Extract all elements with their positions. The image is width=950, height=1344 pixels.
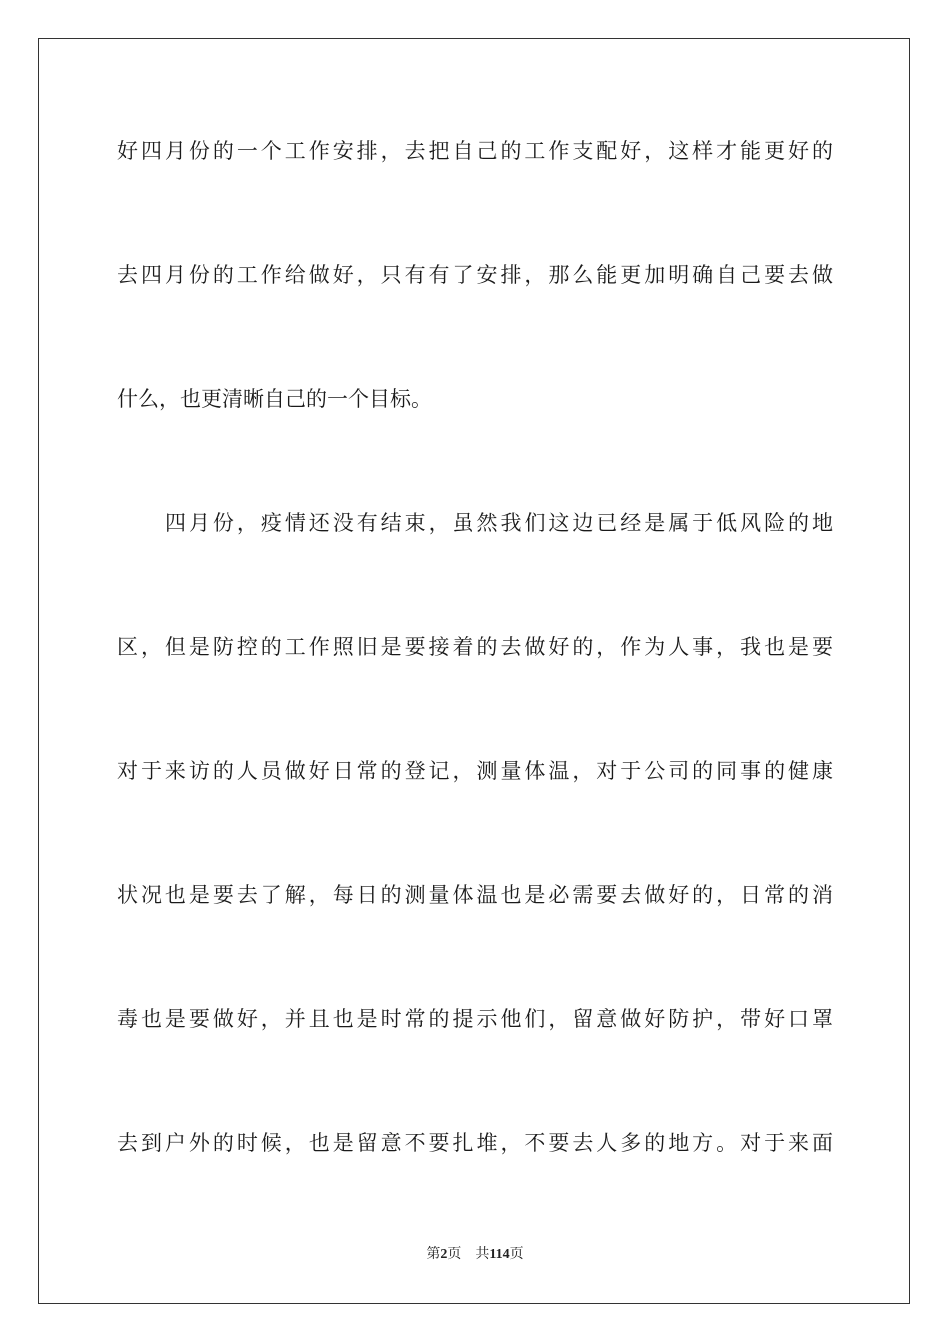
body-line-4: 四月份，疫情还没有结束，虽然我们这边已经是属于低风险的地: [165, 511, 833, 535]
footer-total-suffix: 页: [509, 1246, 524, 1262]
body-line-1: 好四月份的一个工作安排，去把自己的工作支配好，这样才能更好的: [117, 139, 833, 163]
body-line-7: 状况也是要去了解，每日的测量体温也是必需要去做好的，日常的消: [117, 883, 833, 907]
body-line-9: 去到户外的时候，也是留意不要扎堆，不要去人多的地方。对于来面: [117, 1131, 833, 1155]
body-line-8: 毒也是要做好，并且也是时常的提示他们，留意做好防护，带好口罩: [117, 1007, 833, 1031]
body-line-3: 什么，也更清晰自己的一个目标。: [117, 387, 432, 411]
footer-page-prefix: 第: [426, 1246, 441, 1262]
footer-total-prefix: 共: [475, 1246, 490, 1262]
body-line-2: 去四月份的工作给做好，只有有了安排，那么能更加明确自己要去做: [117, 263, 833, 287]
page-footer: [0, 1244, 950, 1265]
footer-total-pages: 114: [489, 1247, 510, 1262]
body-line-5: 区，但是防控的工作照旧是要接着的去做好的，作为人事，我也是要: [117, 635, 833, 659]
page-border: [38, 38, 910, 1304]
body-line-6: 对于来访的人员做好日常的登记，测量体温，对于公司的同事的健康: [117, 759, 833, 783]
footer-page-number: 2: [440, 1247, 448, 1262]
footer-page-suffix: 页: [447, 1246, 462, 1262]
